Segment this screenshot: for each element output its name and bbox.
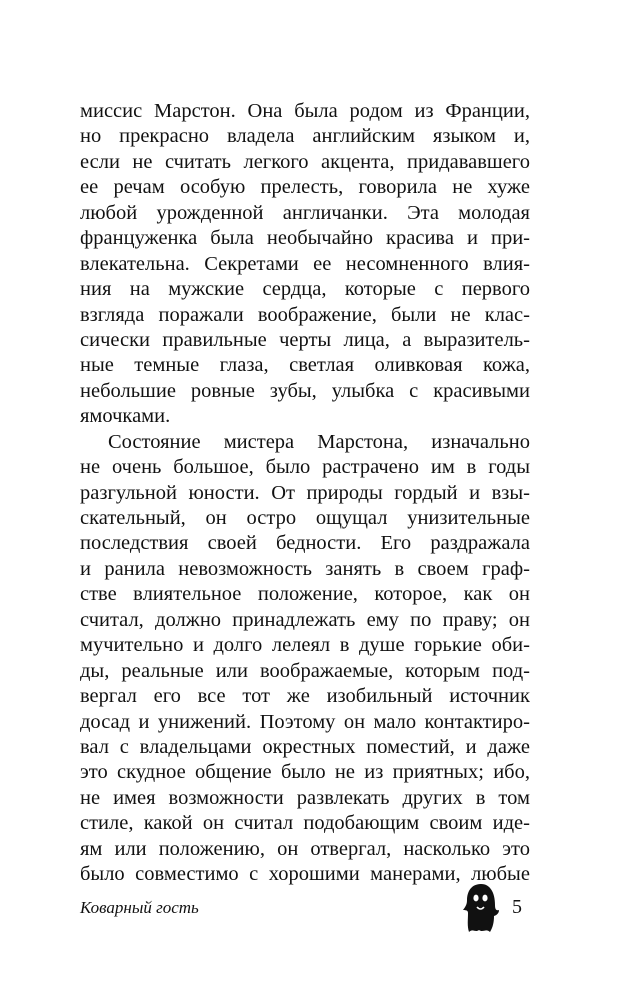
word: источник bbox=[449, 685, 530, 708]
word: своей bbox=[207, 532, 257, 555]
text-line bbox=[80, 557, 530, 582]
word: если bbox=[80, 150, 120, 173]
word: вергал bbox=[80, 685, 137, 708]
word: взгляда bbox=[80, 303, 145, 326]
text-line bbox=[80, 175, 530, 200]
word: хуже bbox=[487, 176, 530, 199]
word: растрачено bbox=[322, 456, 419, 479]
word: он bbox=[202, 812, 225, 835]
word: развлекать bbox=[296, 786, 390, 809]
word: сически bbox=[80, 328, 151, 351]
text-line bbox=[80, 201, 530, 226]
word: языком bbox=[432, 125, 496, 148]
word: в bbox=[339, 634, 350, 657]
ghost-icon bbox=[461, 880, 501, 935]
text-line bbox=[80, 252, 530, 277]
word: же bbox=[286, 685, 310, 708]
word: Состояние bbox=[108, 430, 201, 453]
word: и bbox=[80, 557, 91, 580]
word: это bbox=[80, 761, 108, 784]
word: были bbox=[390, 303, 437, 326]
word: скательный, bbox=[80, 507, 186, 529]
word: природы bbox=[306, 481, 383, 504]
word: красивыми bbox=[433, 379, 530, 402]
word: не bbox=[80, 456, 101, 479]
word: мало bbox=[373, 710, 417, 733]
word: ямочками. bbox=[80, 405, 171, 428]
word: мистера bbox=[223, 430, 295, 453]
word: как bbox=[463, 583, 493, 606]
word: своем bbox=[417, 557, 469, 580]
word: урожденной bbox=[156, 201, 264, 224]
text-line bbox=[80, 150, 530, 175]
word: он bbox=[508, 583, 530, 606]
word: мужские bbox=[168, 278, 245, 301]
word: лица, bbox=[343, 328, 390, 351]
word: ее bbox=[313, 252, 332, 275]
word: хорошими bbox=[268, 863, 360, 886]
word: манерами, bbox=[370, 863, 461, 886]
word: считал bbox=[234, 812, 294, 835]
running-footer-title: Коварный гость bbox=[80, 898, 199, 917]
word: годы bbox=[488, 456, 530, 479]
text-line bbox=[80, 226, 530, 251]
word: и bbox=[469, 481, 481, 504]
text-line bbox=[80, 811, 530, 836]
text-line bbox=[80, 837, 530, 862]
word: стве bbox=[80, 583, 117, 606]
word: оливковая bbox=[374, 354, 463, 377]
word: вал bbox=[80, 735, 109, 758]
word: долго bbox=[213, 634, 263, 657]
word: том bbox=[498, 786, 530, 809]
word: и bbox=[465, 735, 477, 758]
word: возможности bbox=[168, 786, 284, 809]
word: тот bbox=[242, 685, 271, 708]
word: положению, bbox=[158, 837, 265, 860]
word: не bbox=[450, 303, 471, 326]
word: Секретами bbox=[204, 252, 299, 275]
word: принадлежать bbox=[232, 608, 356, 631]
word: с bbox=[249, 863, 259, 886]
word: влекательна. bbox=[80, 252, 190, 275]
word: француженка bbox=[80, 227, 198, 250]
word: приятных; bbox=[392, 761, 484, 784]
word: было bbox=[265, 456, 311, 479]
word: занять bbox=[325, 557, 382, 580]
word: Она bbox=[247, 100, 283, 122]
word: в bbox=[394, 557, 405, 580]
word: гордый bbox=[394, 481, 458, 504]
word: которое, bbox=[374, 583, 448, 606]
word: Марстон. bbox=[154, 100, 236, 122]
word: лелеял bbox=[271, 634, 331, 657]
word: или bbox=[215, 659, 248, 682]
word: которым bbox=[405, 659, 481, 682]
word: темные bbox=[134, 354, 200, 377]
word: клас- bbox=[484, 303, 530, 326]
word: англичанки. bbox=[282, 201, 388, 224]
text-line bbox=[80, 455, 530, 480]
word: разгульной bbox=[80, 481, 177, 504]
word: несомненного bbox=[345, 252, 469, 275]
word: считал, bbox=[80, 608, 144, 631]
word: изначально bbox=[431, 430, 530, 453]
word: из bbox=[364, 761, 384, 784]
text-line bbox=[80, 582, 530, 607]
word: Марстона, bbox=[317, 430, 409, 453]
word: речам bbox=[113, 176, 165, 199]
word: его bbox=[153, 685, 181, 708]
word: глаза, bbox=[219, 354, 269, 377]
word: молодая bbox=[458, 201, 530, 224]
word: и, bbox=[513, 125, 530, 148]
word: Поэтому bbox=[259, 710, 336, 733]
word: совместимо bbox=[135, 863, 239, 886]
word: стиле, bbox=[80, 812, 134, 835]
word: даже bbox=[487, 735, 530, 758]
word: владельцами bbox=[139, 735, 252, 758]
word: какой bbox=[143, 812, 193, 835]
word: общение bbox=[195, 761, 272, 784]
word: раздражала bbox=[430, 532, 530, 555]
word: своим bbox=[429, 812, 483, 835]
text-line bbox=[80, 481, 530, 506]
word: поражали bbox=[158, 303, 244, 326]
word: выразитель- bbox=[423, 328, 530, 351]
word: но bbox=[80, 125, 102, 148]
word: горькие bbox=[414, 634, 482, 657]
word: считать bbox=[164, 150, 231, 173]
word: ния bbox=[80, 278, 112, 301]
word: в bbox=[466, 456, 477, 479]
word: не bbox=[452, 176, 473, 199]
text-line bbox=[80, 430, 530, 455]
word: под- bbox=[492, 659, 530, 682]
word: контактиро- bbox=[424, 710, 530, 733]
word: и bbox=[192, 634, 204, 657]
word: правильные bbox=[162, 328, 267, 351]
text-line bbox=[80, 735, 530, 760]
text-line bbox=[80, 99, 530, 124]
word: легкого bbox=[243, 150, 309, 173]
word: прелесть, bbox=[260, 176, 344, 199]
word: было bbox=[280, 761, 326, 784]
word: он bbox=[277, 837, 299, 860]
word: мучительно bbox=[80, 634, 184, 657]
word: последствия bbox=[80, 532, 189, 555]
word: ровные bbox=[190, 379, 255, 402]
word: ранила bbox=[104, 557, 165, 580]
word: необычайно bbox=[266, 227, 373, 250]
word: была bbox=[210, 227, 254, 250]
text-line bbox=[80, 633, 530, 658]
word: воображение, bbox=[257, 303, 377, 326]
word: ощущал bbox=[315, 507, 388, 529]
word: ные bbox=[80, 354, 114, 377]
word: От bbox=[271, 481, 295, 504]
word: а bbox=[402, 328, 412, 351]
word: очень bbox=[111, 456, 162, 479]
word: юности. bbox=[188, 481, 260, 504]
word: реальные bbox=[121, 659, 204, 682]
word: других bbox=[402, 786, 463, 809]
word: невозможность bbox=[178, 557, 312, 580]
word: небольшие bbox=[80, 379, 176, 402]
word: любой bbox=[80, 201, 138, 224]
text-line bbox=[80, 684, 530, 709]
page-body-text bbox=[80, 99, 530, 888]
word: прекрасно bbox=[119, 125, 210, 148]
word: подобающим bbox=[303, 812, 420, 835]
word: Его bbox=[380, 532, 412, 555]
text-line bbox=[80, 786, 530, 811]
word: им bbox=[430, 456, 455, 479]
word: не bbox=[80, 786, 101, 809]
word: говорила bbox=[358, 176, 437, 199]
word: оби- bbox=[491, 634, 530, 657]
word: праву; bbox=[442, 608, 498, 631]
word: Франции, bbox=[445, 100, 530, 122]
word: кожа, bbox=[482, 354, 530, 377]
word: светлая bbox=[289, 354, 355, 377]
word: сердца, bbox=[262, 278, 327, 301]
word: должно bbox=[155, 608, 222, 631]
word: улыбка bbox=[331, 379, 395, 402]
word: акцента, bbox=[321, 150, 395, 173]
text-line bbox=[80, 328, 530, 353]
word: не bbox=[132, 150, 153, 173]
word: влия- bbox=[483, 252, 530, 275]
word: из bbox=[414, 100, 434, 122]
word: душе bbox=[358, 634, 405, 657]
word: английским bbox=[312, 125, 416, 148]
text-line bbox=[80, 710, 530, 735]
word: Эта bbox=[407, 201, 439, 224]
word: влиятельное bbox=[133, 583, 242, 606]
word: положение, bbox=[257, 583, 358, 606]
text-line bbox=[80, 379, 530, 404]
text-line bbox=[80, 608, 530, 633]
word: не bbox=[334, 761, 355, 784]
word: по bbox=[410, 608, 432, 631]
word: первого bbox=[461, 278, 530, 301]
word: окрестных bbox=[262, 735, 356, 758]
word: в bbox=[475, 786, 486, 809]
word: зубы, bbox=[269, 379, 317, 402]
word: взы- bbox=[491, 481, 530, 504]
word: это bbox=[502, 837, 530, 860]
word: скудное bbox=[117, 761, 186, 784]
word: он bbox=[205, 507, 227, 529]
word: все bbox=[197, 685, 226, 708]
word: была bbox=[294, 100, 338, 122]
word: ям bbox=[80, 837, 103, 860]
word: при- bbox=[490, 227, 530, 250]
word: красива bbox=[386, 227, 454, 250]
word: или bbox=[114, 837, 147, 860]
text-line bbox=[80, 404, 530, 429]
text-line bbox=[80, 531, 530, 556]
word: отвергал, bbox=[310, 837, 392, 860]
word: поместий, bbox=[366, 735, 455, 758]
word: ее bbox=[80, 176, 99, 199]
word: он bbox=[508, 608, 530, 631]
word: черты bbox=[279, 328, 332, 351]
word: придававшего bbox=[407, 150, 530, 173]
text-line bbox=[80, 277, 530, 302]
word: унизительные bbox=[407, 507, 530, 529]
word: досад bbox=[80, 710, 131, 733]
word: воображаемые, bbox=[259, 659, 394, 682]
word: любые bbox=[471, 863, 530, 886]
word: владела bbox=[226, 125, 295, 148]
word: которые bbox=[344, 278, 416, 301]
word: он bbox=[343, 710, 366, 733]
word: с bbox=[409, 379, 419, 402]
word: изобильный bbox=[326, 685, 433, 708]
text-line bbox=[80, 760, 530, 785]
word: на bbox=[129, 278, 150, 301]
text-line bbox=[80, 353, 530, 378]
word: и bbox=[138, 710, 150, 733]
word: ибо, bbox=[493, 761, 530, 784]
text-line bbox=[80, 303, 530, 328]
word: граф- bbox=[482, 557, 530, 580]
word: было bbox=[80, 863, 125, 886]
word: миссис bbox=[80, 100, 143, 122]
word: ды, bbox=[80, 659, 110, 682]
word: ему bbox=[366, 608, 399, 631]
word: и bbox=[466, 227, 478, 250]
word: иде- bbox=[492, 812, 530, 835]
word: с bbox=[434, 278, 444, 301]
word: имея bbox=[113, 786, 156, 809]
text-line bbox=[80, 506, 530, 531]
word: насколько bbox=[403, 837, 491, 860]
word: остро bbox=[246, 507, 297, 529]
word: большое, bbox=[173, 456, 254, 479]
word: унижений. bbox=[157, 710, 252, 733]
word: бедности. bbox=[276, 532, 362, 555]
text-line bbox=[80, 659, 530, 684]
text-line bbox=[80, 124, 530, 149]
page-number: 5 bbox=[512, 896, 522, 918]
word: с bbox=[119, 735, 129, 758]
word: особую bbox=[179, 176, 246, 199]
word: родом bbox=[349, 100, 403, 122]
